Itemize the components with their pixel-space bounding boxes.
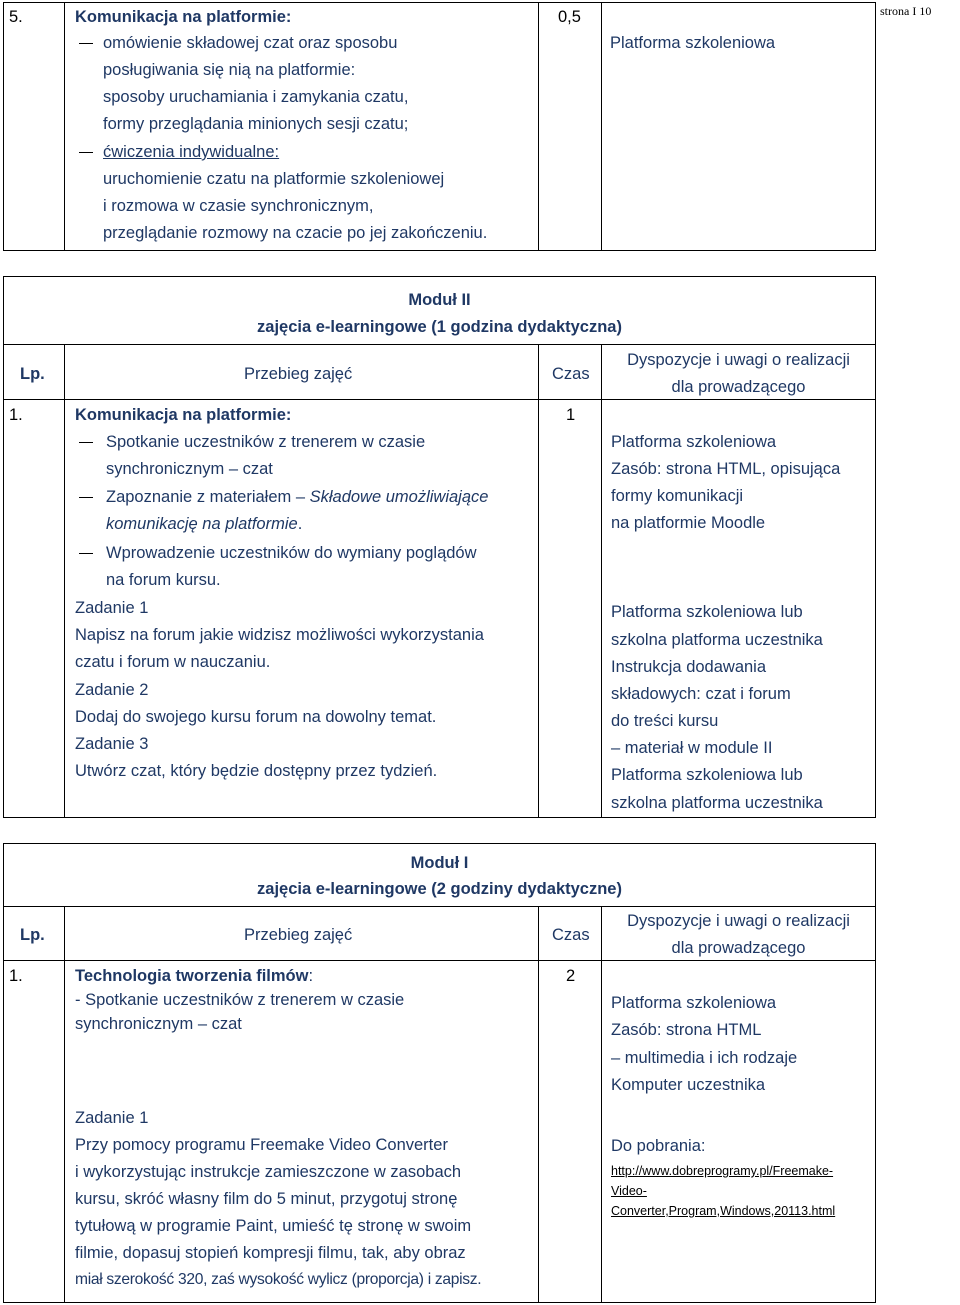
section5-item: uruchomienie czatu na platformie szkoleniowej [103, 170, 445, 188]
row-time: 2 [566, 967, 576, 985]
section5-item: omówienie składowej czat oraz sposobu [103, 34, 398, 52]
header-notes: dla prowadzącego [671, 378, 806, 396]
task-text: czatu i forum w nauczaniu. [75, 653, 271, 671]
note-line: Komputer uczestnika [611, 1076, 766, 1094]
content-line: Zapoznanie z materiałem – Składowe umożliwiające [106, 488, 489, 506]
dash-bullet [79, 497, 93, 498]
section5-item: przeglądanie rozmowy na czacie po jej zakończeniu. [103, 224, 488, 242]
content-line: - Spotkanie uczestników z trenerem w czasie [75, 991, 405, 1009]
content-line: synchronicznym – czat [106, 460, 273, 478]
note-line: Platforma szkoleniowa [611, 433, 777, 451]
section5-time: 0,5 [558, 8, 581, 26]
header-time: Czas [552, 365, 590, 383]
note-line: szkolna platforma uczestnika [611, 794, 823, 812]
section5-resource: Platforma szkoleniowa [610, 34, 776, 52]
header-notes: Dyspozycje i uwagi o realizacji [627, 351, 850, 369]
row-title: Komunikacja na platformie: [75, 406, 292, 424]
header-time: Czas [552, 926, 590, 944]
dash-bullet [79, 442, 93, 443]
task-text: i wykorzystując instrukcje zamieszczone w zasobach [75, 1163, 462, 1181]
module1-title: Moduł I [410, 854, 469, 872]
note-line: Instrukcja dodawania [611, 658, 767, 676]
section5-title: Komunikacja na platformie: [75, 8, 292, 26]
task-label: Zadanie 2 [75, 681, 149, 699]
dash-bullet [79, 553, 93, 554]
row-time: 1 [566, 406, 576, 424]
dash-bullet [79, 152, 93, 153]
section5-item: posługiwania się nią na platformie: [103, 61, 356, 79]
header-course: Przebieg zajęć [244, 926, 353, 944]
module1-subtitle: zajęcia e-learningowe (2 godziny dydaktyczne) [257, 880, 622, 898]
content-line: synchronicznym – czat [75, 1015, 242, 1033]
header-lp: Lp. [20, 365, 45, 383]
task-label: Zadanie 1 [75, 1109, 149, 1127]
download-label: Do pobrania: [611, 1137, 706, 1155]
download-link[interactable]: Video- [611, 1184, 647, 1198]
note-line: – materiał w module II [611, 739, 773, 757]
note-line: formy komunikacji [611, 487, 744, 505]
content-line: komunikację na platformie. [106, 515, 303, 533]
download-link[interactable]: http://www.dobreprogramy.pl/Freemake- [611, 1164, 834, 1178]
note-line: Platforma szkoleniowa lub [611, 603, 803, 621]
download-link[interactable]: Converter,Program,Windows,20113.html [611, 1204, 836, 1218]
note-line: – multimedia i ich rodzaje [611, 1049, 798, 1067]
header-notes: Dyspozycje i uwagi o realizacji [627, 912, 850, 930]
content-line: Spotkanie uczestników z trenerem w czasie [106, 433, 426, 451]
task-text: filmie, dopasuj stopień kompresji filmu, tak, aby obraz [75, 1244, 466, 1262]
header-notes: dla prowadzącego [671, 939, 806, 957]
task-text: Dodaj do swojego kursu forum na dowolny temat. [75, 708, 437, 726]
row-number: 1. [9, 967, 23, 985]
task-text: kursu, skróć własny film do 5 minut, przygotuj stronę [75, 1190, 458, 1208]
section5-number: 5. [9, 8, 23, 26]
task-label: Zadanie 3 [75, 735, 149, 753]
row-title: Technologia tworzenia filmów: [75, 967, 314, 985]
module2-subtitle: zajęcia e-learningowe (1 godzina dydaktyczna) [257, 318, 622, 336]
section5-item: i rozmowa w czasie synchronicznym, [103, 197, 374, 215]
task-label: Zadanie 1 [75, 599, 149, 617]
note-line: Platforma szkoleniowa [611, 994, 777, 1012]
task-text: Przy pomocy programu Freemake Video Converter [75, 1136, 448, 1154]
section5-item: sposoby uruchamiania i zamykania czatu, [103, 88, 409, 106]
task-text: miał szerokość 320, zaś wysokość wylicz (proporcja) i zapisz. [75, 1271, 482, 1288]
note-line: Zasób: strona HTML [611, 1021, 762, 1039]
content-line: Wprowadzenie uczestników do wymiany poglądów [106, 544, 477, 562]
header-lp: Lp. [20, 926, 45, 944]
section5-item: formy przeglądania minionych sesji czatu; [103, 115, 409, 133]
task-text: Napisz na forum jakie widzisz możliwości wykorzystania [75, 626, 484, 644]
header-course: Przebieg zajęć [244, 365, 353, 383]
task-text: tytułową w programie Paint, umieść tę stronę w swoim [75, 1217, 472, 1235]
content-line: na forum kursu. [106, 571, 221, 589]
note-line: do treści kursu [611, 712, 719, 730]
note-line: Platforma szkoleniowa lub [611, 766, 803, 784]
note-line: składowych: czat i forum [611, 685, 791, 703]
task-text: Utwórz czat, który będzie dostępny przez tydzień. [75, 762, 438, 780]
row-number: 1. [9, 406, 23, 424]
section5-item: ćwiczenia indywidualne: [103, 143, 280, 161]
note-line: szkolna platforma uczestnika [611, 631, 823, 649]
note-line: na platformie Moodle [611, 514, 766, 532]
module2-title: Moduł II [408, 291, 471, 309]
dash-bullet [79, 43, 93, 44]
page-number: strona I 10 [880, 4, 932, 18]
note-line: Zasób: strona HTML, opisująca [611, 460, 841, 478]
